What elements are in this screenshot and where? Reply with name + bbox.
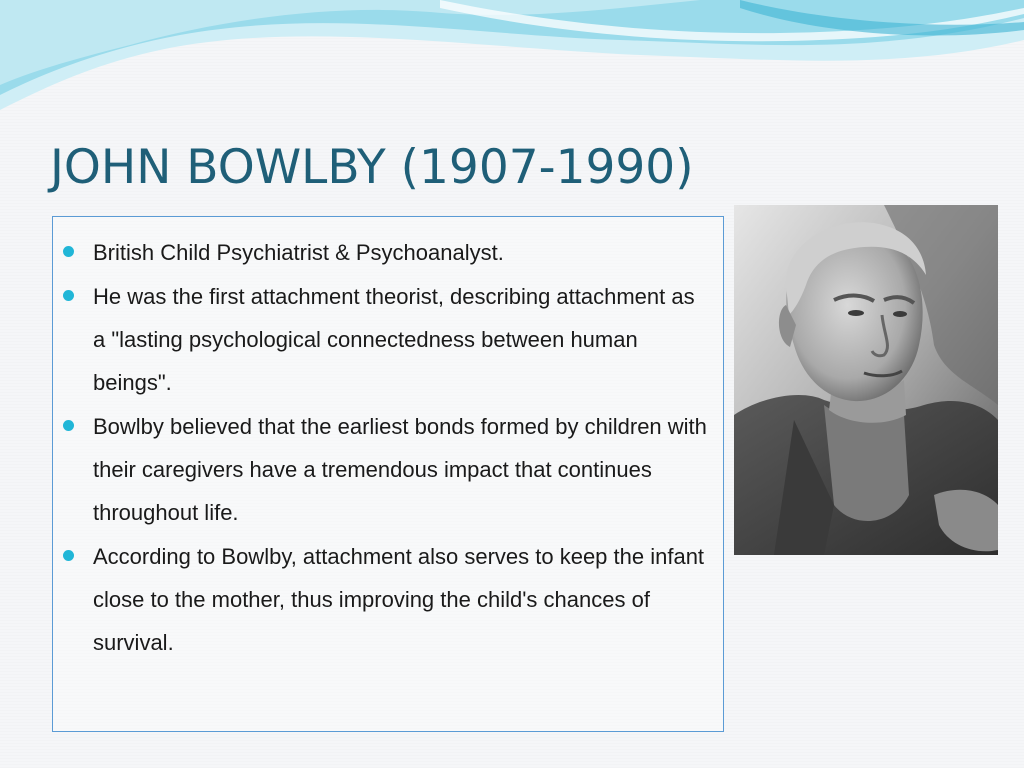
bullet-dot-icon — [63, 246, 74, 257]
bullet-item — [53, 405, 707, 534]
bullet-dot-icon — [63, 550, 74, 561]
bullet-dot-icon — [63, 420, 74, 431]
content-box — [52, 216, 724, 732]
decorative-wave-header — [0, 0, 1024, 120]
bullet-text: British Child Psychiatrist & Psychoanalyst. — [93, 240, 504, 265]
bullet-item — [53, 535, 707, 664]
slide-title: JOHN BOWLBY (1907-1990) — [50, 140, 694, 195]
bullet-list — [53, 217, 723, 664]
portrait-illustration — [734, 205, 998, 555]
bullet-dot-icon — [63, 290, 74, 301]
eye-right — [893, 311, 907, 317]
bullet-text: Bowlby believed that the earliest bonds formed by children with their caregivers have a tremendous impact that continues throughout life. — [93, 414, 707, 525]
bullet-text: According to Bowlby, attachment also serves to keep the infant close to the mother, thus improving the child's chances of survival. — [93, 544, 705, 655]
bullet-item — [53, 275, 707, 404]
portrait-photo — [734, 205, 998, 555]
bullet-text: He was the first attachment theorist, describing attachment as a "lasting psychological connectedness between human beings". — [93, 284, 695, 395]
bullet-item — [53, 231, 707, 274]
eye — [848, 310, 864, 316]
